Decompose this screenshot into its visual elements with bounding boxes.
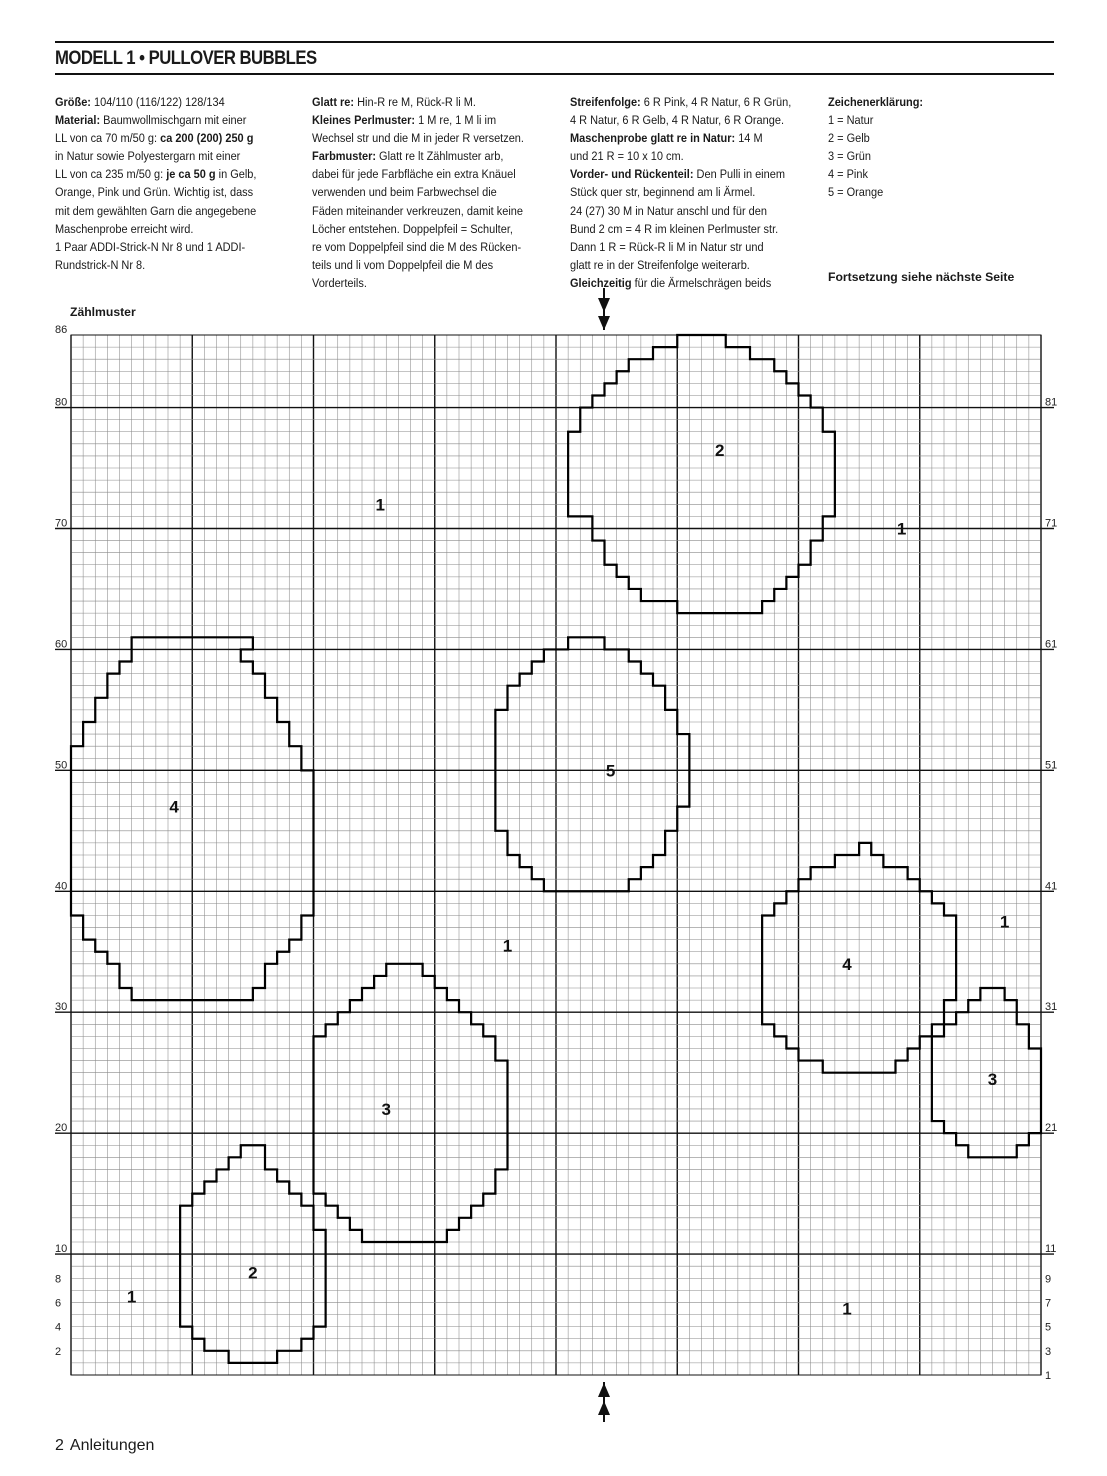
text-run: 5 = Orange [828, 185, 884, 200]
text-run: Fäden miteinander verkreuzen, damit keine [312, 203, 523, 218]
text-run: mit dem gewählten Garn die angegebene [55, 203, 257, 218]
bold-term: Zeichenerklärung: [828, 95, 924, 109]
row-label-left: 80 [55, 396, 68, 409]
page-number: 2 [55, 1437, 64, 1454]
row-label-right: 71 [1045, 517, 1058, 530]
row-label-right: 1 [1045, 1370, 1052, 1382]
region-label-oval-bottom-left: 2 [248, 1263, 258, 1283]
row-label-right: 41 [1045, 880, 1058, 893]
row-label-right: 5 [1045, 1321, 1052, 1334]
text-run: dabei für jede Farbfläche ein extra Knäuel [312, 167, 516, 182]
region-label-background-right: 1 [999, 912, 1010, 932]
text-run: Hin-R re M, Rück-R li M. [354, 95, 476, 109]
row-label-right: 7 [1045, 1297, 1052, 1310]
bold-term: Größe: [55, 95, 91, 109]
bold-term: je ca 50 g [166, 167, 216, 182]
row-label-left: 8 [55, 1273, 62, 1286]
region-label-oval-center: 5 [605, 761, 616, 781]
text-run: Wechsel str und die M in jeder R versetzen. [312, 131, 524, 146]
text-run: Stück quer str, beginnend am li Ärmel. [570, 185, 756, 200]
page-footer [55, 1437, 160, 1455]
text-run: 3 = Grün [828, 149, 871, 164]
text-run: 4 = Pink [828, 167, 868, 182]
text-run: 6 R Pink, 4 R Natur, 6 R Grün, [640, 95, 792, 109]
arrow-head [598, 298, 610, 312]
text-run: für die Ärmelschrägen beids [631, 275, 772, 290]
chart-title: Zählmuster [70, 305, 136, 319]
text-run: Den Pulli in einem [693, 167, 785, 182]
row-label-left: 10 [55, 1243, 68, 1256]
text-run: Löcher entstehen. Doppelpfeil = Schulter, [312, 221, 513, 236]
text-run: re vom Doppelpfeil sind die M des Rücken- [312, 239, 522, 254]
text-run: Vorderteils. [312, 275, 367, 290]
text-run: 1 M re, 1 M li im [415, 113, 497, 128]
text-run: 104/110 (116/122) 128/134 [90, 95, 225, 109]
bold-term: ca 200 (200) 250 g [160, 131, 254, 146]
row-label-left: 60 [55, 638, 68, 651]
text-run: LL von ca 235 m/50 g: [55, 167, 167, 182]
bold-term: Material: [55, 113, 101, 128]
bold-term: Gleichzeitig [570, 275, 632, 290]
row-label-right: 31 [1045, 1001, 1058, 1014]
region-label-background-upper-left: 1 [375, 495, 385, 515]
row-label-right: 9 [1045, 1273, 1052, 1286]
text-run: 24 (27) 30 M in Natur anschl und für den [570, 203, 767, 218]
row-label-left: 50 [55, 759, 68, 772]
row-label-right: 11 [1045, 1243, 1057, 1256]
bold-term: Kleines Perlmuster: [312, 113, 416, 128]
row-label-left: 86 [55, 324, 68, 336]
region-label-background-upper-right: 1 [896, 519, 907, 539]
region-label-oval-lower-center: 3 [381, 1100, 391, 1119]
text-run: 14 M [735, 131, 763, 146]
text-run: verwenden und beim Farbwechsel die [312, 185, 497, 200]
row-label-left: 40 [55, 880, 68, 893]
bold-term: Vorder- und Rückenteil: [570, 167, 694, 182]
text-run: 1 = Natur [828, 113, 874, 128]
continuation-note: Fortsetzung siehe nächste Seite [828, 270, 1015, 284]
text-run: Baumwollmischgarn mit einer [100, 113, 247, 128]
row-label-left: 6 [55, 1297, 62, 1310]
text-run: in Natur sowie Polyestergarn mit einer [55, 149, 241, 164]
text-run: 1 Paar ADDI-Strick-N Nr 8 und 1 ADDI- [55, 239, 246, 254]
region-label-background-bottom-left: 1 [126, 1287, 137, 1307]
bold-term: Farbmuster: [312, 149, 376, 164]
bold-term: Maschenprobe glatt re in Natur: [570, 131, 736, 146]
region-label-oval-lower-right: 3 [987, 1069, 998, 1089]
text-run: Rundstrick-N Nr 8. [55, 257, 146, 272]
text-run: 4 R Natur, 6 R Gelb, 4 R Natur, 6 R Orange. [570, 113, 784, 128]
region-label-background-bottom-right: 1 [842, 1299, 852, 1319]
text-run: Dann 1 R = Rück-R li M in Natur str und [570, 239, 764, 254]
bold-term: Streifenfolge: [570, 95, 641, 109]
section-name: Anleitungen [69, 1437, 155, 1454]
text-run: glatt re in der Streifenfolge weiterarb. [570, 257, 750, 272]
row-label-left: 30 [55, 1001, 68, 1014]
arrow-head [598, 1383, 610, 1397]
row-label-left: 4 [55, 1321, 62, 1334]
arrow-head [598, 316, 610, 330]
text-run: in Gelb, [215, 167, 257, 182]
text-run: LL von ca 70 m/50 g: [55, 131, 161, 146]
bold-term: Glatt re: [312, 95, 355, 109]
arrow-head [598, 1401, 610, 1415]
row-label-right: 81 [1045, 396, 1058, 409]
region-label-background-center: 1 [502, 936, 513, 956]
row-label-right: 3 [1045, 1345, 1052, 1358]
row-label-left: 20 [55, 1122, 68, 1135]
row-label-right: 51 [1045, 759, 1058, 772]
row-label-right: 21 [1045, 1122, 1058, 1135]
text-run: Orange, Pink und Grün. Wichtig ist, dass [55, 185, 254, 200]
region-label-oval-right: 4 [842, 954, 852, 974]
text-run: 2 = Gelb [828, 131, 870, 146]
region-label-oval-left: 4 [169, 797, 179, 817]
text-run: Bund 2 cm = 4 R im kleinen Perlmuster str. [570, 221, 779, 236]
region-label-oval-top-right: 2 [714, 440, 725, 460]
text-run: Glatt re lt Zählmuster arb, [375, 149, 504, 164]
text-run: Maschenprobe erreicht wird. [55, 221, 194, 236]
row-label-left: 2 [55, 1345, 62, 1358]
row-label-left: 70 [55, 517, 68, 530]
text-run: und 21 R = 10 x 10 cm. [570, 149, 684, 164]
row-label-right: 61 [1045, 638, 1058, 651]
page-title: MODELL 1 • PULLOVER BUBBLES [55, 48, 317, 69]
text-run: teils und li vom Doppelpfeil die M des [312, 257, 494, 272]
